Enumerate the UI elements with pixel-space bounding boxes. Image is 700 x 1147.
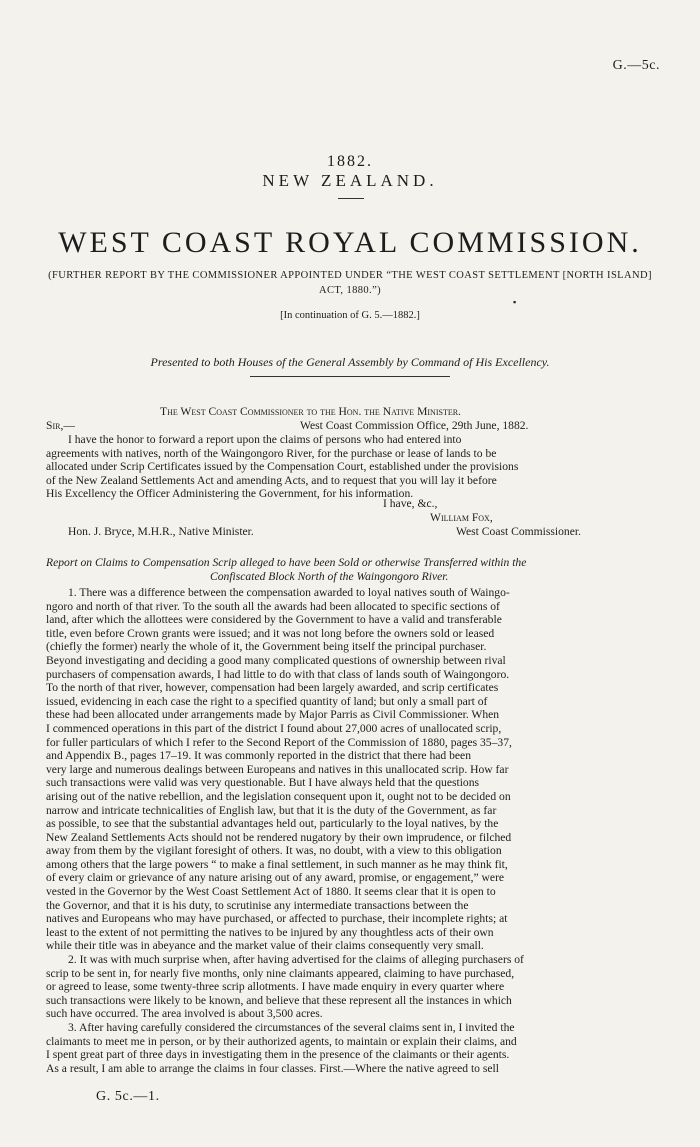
continuation-note: [In continuation of G. 5.—1882.] <box>280 310 420 321</box>
body-line: arising out of the native rebellion, and the legislation consequent upon it, ought not to be decided on <box>46 789 511 803</box>
report-body <box>46 586 658 1075</box>
closing: I have, &c., <box>383 497 438 510</box>
body-line: away from them by the vigilant foresight of others. It was, no doubt, with a view to this obligation <box>46 844 502 858</box>
body-line: these had been allocated under arrangements made by Major Parris as Civil Commissioner. When <box>46 708 500 722</box>
letter-line: of the New Zealand Settlements Act and amending Acts, and to request that you will lay it before <box>46 473 497 487</box>
body-line: To the north of that river, however, compensation had been largely awarded, and scrip certificates <box>46 681 499 695</box>
document-subtitle: (FURTHER REPORT BY THE COMMISSIONER APPOINTED UNDER “THE WEST COAST SETTLEMENT [NORTH ISLAND] ACT, 1880.”) <box>48 270 652 296</box>
body-line: least to the extent of not permitting the natives to be injured by any thoughtless acts of their own <box>46 925 494 939</box>
page-reference: G.—5c. <box>612 58 660 73</box>
body-line: I commenced operations in this part of the district I found about 27,000 acres of unallocated scrip, <box>46 721 502 735</box>
signature-name: William Fox, <box>430 511 493 524</box>
signature-title: West Coast Commissioner. <box>456 525 581 538</box>
body-line: such transactions were likely to be known, and believe that these represent all the instances in which <box>46 993 512 1007</box>
body-line: or agreed to lease, some twenty-three scrip allotments. I have made enquiry in every quarter where <box>46 980 505 994</box>
body-line: (chiefly the former) nearly the whole of it, the Government being itself the principal purchaser. <box>46 640 487 654</box>
body-line: vested in the Governor by the West Coast Settlement Act of 1880. It seems clear that it is open to <box>46 885 496 899</box>
body-line: As a result, I am able to arrange the claims in four classes. First.—Where the native agreed to sell <box>46 1061 499 1075</box>
body-line: 2. It was with much surprise when, after having advertised for the claims of alleging purchasers of <box>68 953 524 967</box>
body-line: New Zealand Settlements Acts should not be rendered nugatory by their own imprudence, or filched <box>46 830 512 844</box>
body-line: scrip to be sent in, for nearly five months, only nine claimants appeared, claiming to have purchased, <box>46 966 515 980</box>
document-title: WEST COAST ROYAL COMMISSION. <box>58 226 642 259</box>
salutation: Sir,— <box>46 419 75 432</box>
body-line: as possible, to see that the substantial advantages held out, particularly to the loyal natives, by the <box>46 817 499 831</box>
body-line: purchasers of compensation awards, I had little to do with that class of lands south of Waingongoro. <box>46 667 510 681</box>
short-divider <box>338 198 364 199</box>
body-line: land, after which the allottees were considered by the Government to have a valid and transferable <box>46 613 502 627</box>
body-line: among others that the large powers “ to make a final settlement, in such manner as he may think fit, <box>46 857 508 871</box>
letter-line: agreements with natives, north of the Waingongoro River, for the purchase or lease of lands to be <box>46 446 497 460</box>
report-title <box>46 556 658 584</box>
divider <box>250 376 450 377</box>
body-line: of every claim or grievance of any nature arising out of any award, promise, or engagement,” were <box>46 871 505 885</box>
body-line: I spent great part of three days in investigating them in the presence of the claimants or their agents. <box>46 1048 510 1062</box>
stray-mark: ▪ <box>513 297 517 307</box>
presented-line: Presented to both Houses of the General Assembly by Command of His Excellency. <box>150 355 550 369</box>
body-line: 3. After having carefully considered the circumstances of the several claims sent in, I invited the <box>68 1021 515 1034</box>
body-line: for fuller particulars of which I refer to the Second Report of the Commission of 1880, pages 35–37, <box>46 735 512 749</box>
body-line: narrow and intricate technicalities of English law, but that it is the duty of the Government, as far <box>46 803 497 817</box>
dateline: West Coast Commission Office, 29th June, 1882. <box>300 419 529 432</box>
report-title-line: Report on Claims to Compensation Scrip alleged to have been Sold or otherwise Transferred within the <box>46 556 527 569</box>
body-line: and Appendix B., pages 17–19. It was commonly reported in the district that there had been <box>46 749 472 763</box>
body-line: 1. There was a difference between the compensation awarded to loyal natives south of Waingo- <box>68 586 510 599</box>
body-line: issued, evidencing in each case the right to a specified quantity of land; but only a small part of <box>46 694 488 708</box>
body-line: title, even before Crown grants were issued; and it was not long before the owners sold or leased <box>46 626 495 640</box>
body-line: Beyond investigating and deciding a good many complicated questions of ownership between rival <box>46 653 506 667</box>
body-line: the Governor, and that it is his duty, to scrutinise any intermediate transactions between the <box>46 898 469 912</box>
body-line: natives and Europeans who may have purchased, or affected to purchase, their incomplete rights; at <box>46 912 508 926</box>
letter-line: allocated under Scrip Certificates issued by the Compensation Court, established under the provisions <box>46 460 519 474</box>
letter-line: I have the honor to forward a report upon the claims of persons who had entered into <box>68 433 462 446</box>
letter-heading: The West Coast Commissioner to the Hon. the Native Minister. <box>160 405 461 418</box>
report-title-line: Confiscated Block North of the Waingongoro River. <box>210 570 449 583</box>
body-line: such transactions were valid was very questionable. But I have always held that the questions <box>46 776 480 790</box>
document-year: 1882. <box>327 153 373 170</box>
body-line: claimants to meet me in person, or by their authorized agents, to maintain or explain their claims, and <box>46 1034 517 1048</box>
body-line: while their title was in abeyance and the market value of their claims consequently very small. <box>46 939 484 953</box>
letter-body <box>46 433 658 501</box>
body-line: such have occurred. The area involved is about 3,500 acres. <box>46 1007 323 1021</box>
page-footer: G. 5c.—1. <box>96 1089 160 1104</box>
body-line: ngoro and north of that river. To the south all the awards had been allocated to specific sections of <box>46 599 500 613</box>
body-line: very large and numerous dealings between Europeans and natives in this unallocated scrip. How far <box>46 762 509 776</box>
document-country: NEW ZEALAND. <box>262 171 438 190</box>
addressee: Hon. J. Bryce, M.H.R., Native Minister. <box>68 525 254 538</box>
letter-line: His Excellency the Officer Administering the Government, for his information. <box>46 487 414 501</box>
